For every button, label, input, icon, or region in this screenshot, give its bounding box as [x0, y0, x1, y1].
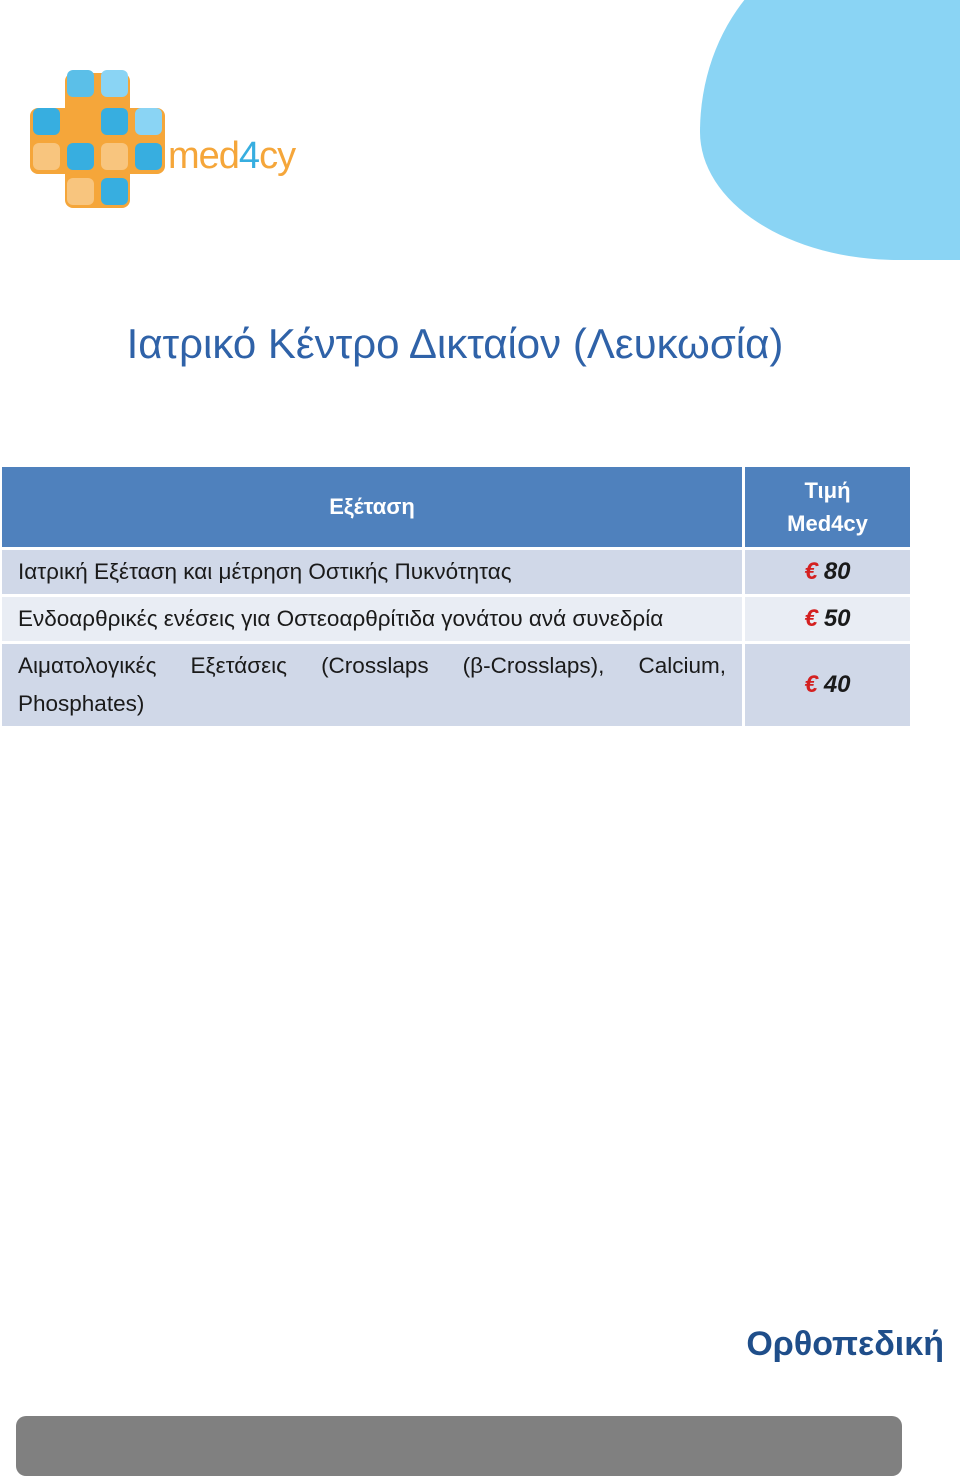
price-value: 40	[823, 671, 851, 698]
logo-text-4: 4	[238, 135, 260, 177]
logo-text-med: med	[168, 135, 239, 177]
table-row	[2, 644, 910, 729]
exam-cell: Ιατρική Εξέταση και μέτρηση Οστικής Πυκνότητας	[2, 550, 745, 597]
page-title: Ιατρικό Κέντρο Δικταίον (Λευκωσία)	[126, 320, 784, 367]
logo-wordmark	[168, 135, 295, 178]
header-price	[745, 467, 910, 550]
table-row	[2, 550, 910, 597]
logo-text-cy: cy	[259, 135, 296, 177]
table-row	[2, 597, 910, 644]
euro-sign: €	[804, 605, 818, 632]
price-table	[2, 467, 910, 729]
header-price-line1: Τιμή	[804, 478, 851, 503]
exam-cell: Ενδοαρθρικές ενέσεις για Οστεοαρθρίτιδα γονάτου ανά συνεδρία	[2, 597, 745, 644]
euro-sign: €	[804, 671, 818, 698]
footer-bar	[16, 1416, 902, 1476]
price-cell	[745, 597, 910, 644]
category-label: Ορθοπεδική	[746, 1325, 944, 1363]
header-exam: Εξέταση	[2, 467, 745, 550]
euro-sign: €	[804, 558, 818, 585]
decorative-blob	[700, 0, 960, 260]
exam-cell: Αιματολογικές Εξετάσεις (Crosslaps (β-Crosslaps), Calcium, Phosphates)	[2, 644, 745, 729]
price-value: 50	[823, 605, 851, 632]
price-cell	[745, 550, 910, 597]
table-header-row	[2, 467, 910, 550]
price-cell	[745, 644, 910, 729]
header-price-line2: Med4cy	[787, 511, 868, 536]
price-value: 80	[823, 558, 851, 585]
